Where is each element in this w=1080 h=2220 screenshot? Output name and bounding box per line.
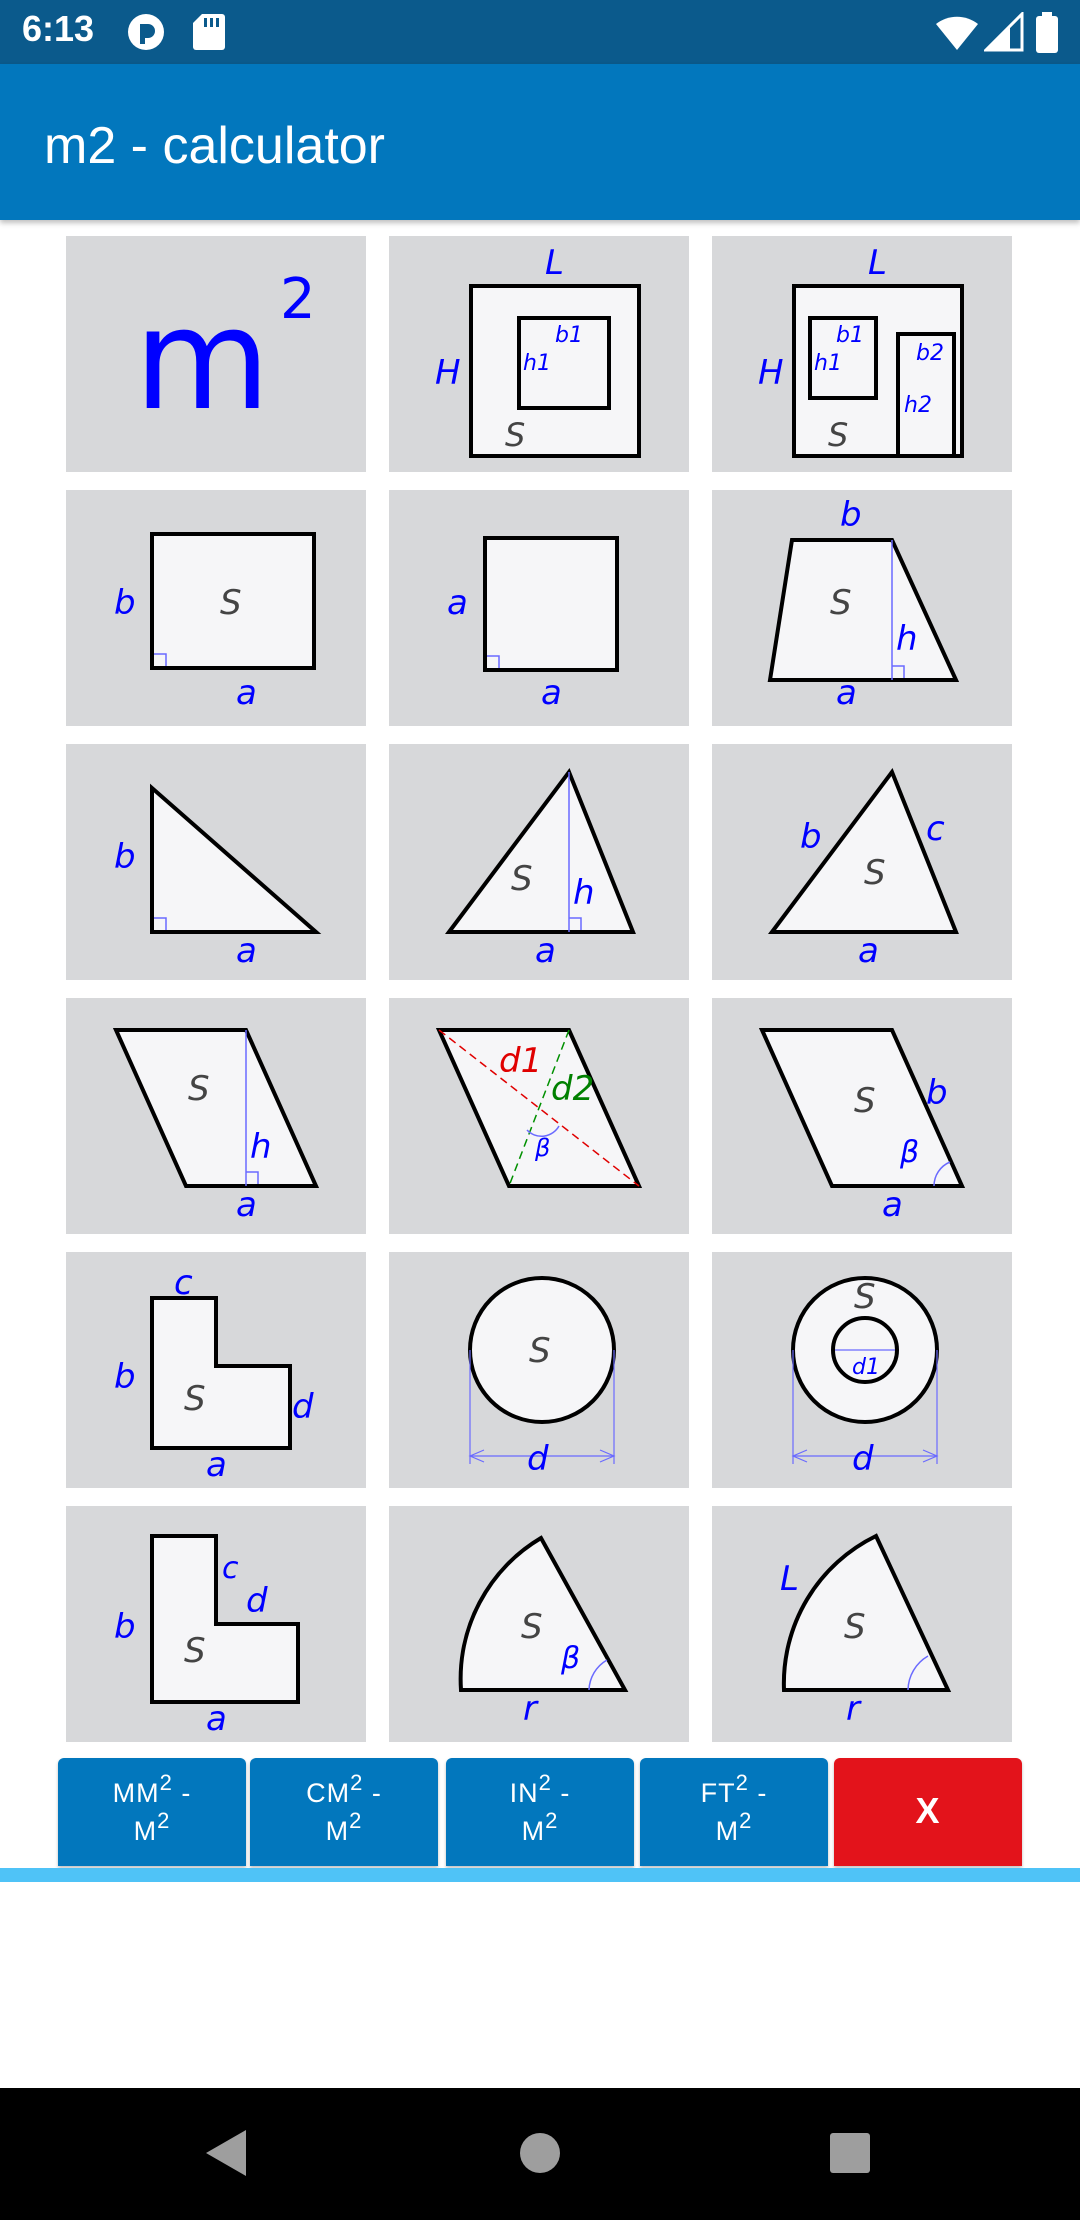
label-a: a: [206, 1699, 227, 1739]
tile-parallelogram-diagonals[interactable]: [389, 998, 689, 1234]
rect-minus-rect-icon: [389, 236, 689, 472]
circle-icon: [389, 1252, 689, 1488]
rectangle-icon: [66, 490, 366, 726]
label-H: H: [435, 353, 461, 393]
label-r: r: [523, 1689, 537, 1729]
tile-l-shape-2[interactable]: [66, 1506, 366, 1742]
label-a: a: [858, 931, 879, 971]
parallelogram-angle-icon: [712, 998, 1012, 1234]
label-S: S: [864, 853, 886, 893]
tile-triangle-height[interactable]: [389, 744, 689, 980]
tile-right-triangle[interactable]: [66, 744, 366, 980]
right-triangle-icon: [66, 744, 366, 980]
label-b: b: [114, 1607, 136, 1647]
label-h1: h1: [523, 351, 551, 376]
logo-letter: m: [134, 279, 271, 442]
label-a: a: [836, 673, 857, 713]
l-shape-1-icon: [66, 1252, 366, 1488]
m2-logo-icon: [66, 236, 366, 472]
label-a-side: a: [447, 583, 468, 623]
tile-m2-logo[interactable]: [66, 236, 366, 472]
label-b2: b2: [916, 341, 944, 366]
label-a: a: [206, 1445, 227, 1485]
label-b: b: [926, 1073, 948, 1113]
label-S: S: [188, 1069, 210, 1109]
label-S: S: [828, 416, 849, 454]
battery-icon: [1034, 12, 1060, 54]
tile-sector-angle[interactable]: [389, 1506, 689, 1742]
label-b1: b1: [836, 323, 864, 348]
label-S: S: [184, 1379, 206, 1419]
label-H: H: [758, 353, 784, 393]
label-d: d: [292, 1387, 314, 1427]
label-a: a: [236, 1185, 257, 1225]
tile-rect-minus-rect[interactable]: [389, 236, 689, 472]
label-beta: β: [535, 1134, 551, 1162]
sector-arc-icon: [712, 1506, 1012, 1742]
label-d: d: [527, 1439, 549, 1479]
app-bar: [0, 64, 1080, 220]
label-h: h: [250, 1127, 272, 1167]
label-S: S: [844, 1607, 866, 1647]
ring-icon: [712, 1252, 1012, 1488]
divider-bar: [0, 1868, 1080, 1882]
tile-trapezoid[interactable]: [712, 490, 1012, 726]
label-d1: d1: [499, 1041, 543, 1081]
navigation-bar: [0, 2088, 1080, 2220]
tile-l-shape-1[interactable]: [66, 1252, 366, 1488]
label-h: h: [573, 873, 595, 913]
label-b1: b1: [555, 323, 583, 348]
label-L: L: [780, 1559, 799, 1599]
cm2-to-m2-button[interactable]: $CM^2$ - $M^2$: [250, 1758, 438, 1866]
tile-sector-arc[interactable]: [712, 1506, 1012, 1742]
sector-angle-icon: [389, 1506, 689, 1742]
label-r: r: [846, 1689, 860, 1729]
triangle-three-sides-icon: [712, 744, 1012, 980]
tile-triangle-three-sides[interactable]: [712, 744, 1012, 980]
label-S: S: [521, 1607, 543, 1647]
status-bar: [0, 0, 1080, 64]
label-b: b: [114, 1357, 136, 1397]
label-h: h: [896, 619, 918, 659]
ft2-to-m2-button[interactable]: $FT^2$ - $M^2$: [640, 1758, 828, 1866]
recents-icon[interactable]: [815, 2118, 885, 2188]
close-button[interactable]: X: [834, 1758, 1022, 1866]
label-a: a: [236, 673, 257, 713]
label-d: d: [246, 1581, 268, 1621]
label-c: c: [926, 809, 945, 849]
tile-circle[interactable]: [389, 1252, 689, 1488]
label-S: S: [854, 1277, 876, 1317]
label-c: c: [222, 1551, 239, 1586]
label-d2: d2: [551, 1069, 595, 1109]
home-icon[interactable]: [505, 2118, 575, 2188]
tile-parallelogram-angle[interactable]: [712, 998, 1012, 1234]
label-S: S: [854, 1081, 876, 1121]
parallelogram-height-icon: [66, 998, 366, 1234]
label-beta: β: [900, 1135, 920, 1170]
l-shape-2-icon: [66, 1506, 366, 1742]
label-b: b: [114, 837, 136, 877]
wifi-icon: [934, 12, 980, 52]
triangle-height-icon: [389, 744, 689, 980]
app-title: m2 - calculator: [44, 117, 385, 175]
label-beta: β: [561, 1641, 581, 1676]
label-L: L: [868, 243, 887, 283]
logo-exponent: 2: [280, 267, 316, 332]
label-S: S: [220, 583, 242, 623]
label-S: S: [184, 1631, 206, 1671]
label-a: a: [236, 931, 257, 971]
label-h1: h1: [814, 351, 842, 376]
label-S: S: [511, 859, 533, 899]
label-d: d: [852, 1439, 874, 1479]
tile-ring[interactable]: [712, 1252, 1012, 1488]
square-icon: [389, 490, 689, 726]
label-a-base: a: [541, 673, 562, 713]
back-icon[interactable]: [192, 2118, 262, 2188]
in2-to-m2-button[interactable]: $IN^2$ - $M^2$: [446, 1758, 634, 1866]
signal-icon: [984, 12, 1024, 52]
tile-rect-minus-two-rects[interactable]: [712, 236, 1012, 472]
label-b: b: [114, 583, 136, 623]
sd-card-icon: [192, 12, 226, 52]
label-b: b: [800, 817, 822, 857]
label-S: S: [505, 416, 526, 454]
parallelogram-diagonals-icon: [389, 998, 689, 1234]
mm2-to-m2-button[interactable]: $MM^2$ - $M^2$: [58, 1758, 246, 1866]
label-c: c: [174, 1263, 193, 1303]
label-S: S: [830, 583, 852, 623]
pocket-casts-icon: [126, 12, 166, 52]
tile-parallelogram-height[interactable]: [66, 998, 366, 1234]
rect-minus-two-rects-icon: [712, 236, 1012, 472]
label-L: L: [545, 243, 564, 283]
label-b: b: [840, 495, 862, 535]
label-S: S: [529, 1331, 551, 1371]
tile-rectangle[interactable]: [66, 490, 366, 726]
label-d1: d1: [852, 1355, 880, 1380]
label-a: a: [535, 931, 556, 971]
tile-square[interactable]: [389, 490, 689, 726]
label-h2: h2: [904, 393, 932, 418]
status-time: 6:13: [22, 8, 95, 49]
trapezoid-icon: [712, 490, 1012, 726]
conversion-button-row: [0, 1758, 1080, 1866]
label-a: a: [882, 1185, 903, 1225]
